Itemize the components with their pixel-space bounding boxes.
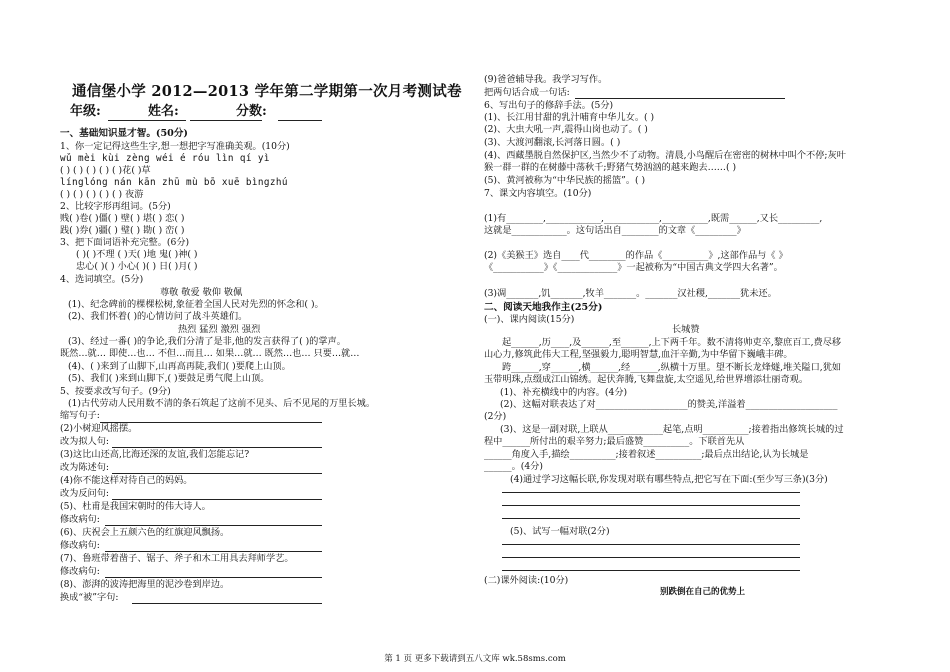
rhetoric-2: (2)、大虫大吼一声,震得山岗也动了。( ) bbox=[484, 124, 648, 135]
essay-title: 长城赞 bbox=[672, 324, 700, 335]
answer-line bbox=[502, 544, 800, 545]
fill-7-2: (2)《美猴王》选自____代________的作品《__________》,这部作品与《 》 bbox=[484, 250, 788, 261]
essay-line-1: 起______,历____,及______,至______,上下两千年。数不清将帅吏卒,黎庶百工,费尽移 bbox=[502, 337, 842, 348]
question-2: 2、比较字形再组词。(5分) bbox=[60, 201, 171, 212]
sentence-5-4: (4)你不能这样对待自己的妈妈。 bbox=[60, 475, 193, 486]
answer-line bbox=[112, 473, 322, 474]
answer-line bbox=[502, 557, 800, 558]
question-6: 6、写出句子的修辞手法。(5分) bbox=[484, 100, 614, 111]
sentence-5-5: (5)、杜甫是我国宋朝时的伟大诗人。 bbox=[60, 501, 211, 512]
sentence-5-2-task: 改为拟人句: bbox=[60, 436, 110, 447]
question-7: 7、课文内容填空。(10分) bbox=[484, 188, 592, 199]
answer-line bbox=[575, 98, 785, 99]
fill-7-1-cont: 这就是____________。这句话出自________的文章《_________》 bbox=[484, 225, 746, 236]
name-label: 姓名: bbox=[148, 104, 179, 119]
answer-line bbox=[112, 499, 322, 500]
sentence-4-4: (4)、( )来到了山脚下,山再高再陡,我们( )要爬上山顶。 bbox=[68, 361, 291, 372]
answer-line bbox=[112, 447, 322, 448]
sentence-5-6: (6)、庆祝会上五颜六色的红旗迎风飘扬。 bbox=[60, 527, 230, 538]
rhetoric-4-cont: 猴一群一群的在树藤中荡秋千;野猪气势汹汹的越来跑去……( ) bbox=[484, 162, 737, 173]
reading-q5: (5)、试写一幅对联(2分) bbox=[510, 526, 610, 537]
question-4: 4、选词填空。(5分) bbox=[60, 274, 144, 285]
sentence-4-3: (3)、经过一番( )的争论,我们分清了是非,他的发言获得了( )的掌声。 bbox=[68, 336, 346, 347]
word-choices-b: 热烈 猛烈 激烈 强烈 bbox=[178, 324, 261, 335]
rhetoric-1: (1)、长江用甘甜的乳汁哺育中华儿女。( ) bbox=[484, 112, 655, 123]
reading-q3: (3)、这是一副对联,上联从____________起笔,点明__________;接着指出修筑长城的过 bbox=[500, 424, 844, 435]
page-footer: 第 1 页 更多下载请到五八文库 wk.58sms.com bbox=[384, 654, 566, 664]
idiom-row-b: 忠心( )( ) 小心( )( ) 日( )月( ) bbox=[76, 261, 198, 272]
reading-q2-score: (2分) bbox=[484, 411, 507, 422]
answer-line bbox=[502, 570, 800, 571]
compare-row-b: 践( )券( )疆( ) 璧( ) 勘( ) 峦( ) bbox=[60, 225, 185, 236]
answer-line bbox=[105, 551, 322, 552]
sentence-5-4-task: 改为反问句: bbox=[60, 488, 110, 499]
answer-line bbox=[502, 492, 800, 493]
sentence-5-3-task: 改为陈述句: bbox=[60, 462, 110, 473]
answer-line bbox=[502, 505, 800, 506]
essay-line-3: 跨______,穿______,横______,经______,纵横十万里。望不断长龙烽燧,堆关隘口,犹如 bbox=[502, 362, 842, 373]
answer-line bbox=[105, 577, 322, 578]
sentence-5-7: (7)、鲁班带着凿子、锯子、斧子和木工用具去拜师学艺。 bbox=[60, 553, 294, 564]
reading-q3-b: 程中______所付出的艰辛努力;最后盛赞__________。下联首先从 bbox=[484, 436, 745, 447]
score-line bbox=[278, 120, 322, 121]
reading-q1: (1)、补充横线中的内容。(4分) bbox=[500, 387, 628, 398]
in-class-reading: (一)、课内阅读(15分) bbox=[484, 314, 575, 325]
bracket-row-2: ( ) ( ) ( ) ( ) ( ) 夜游 bbox=[60, 189, 144, 200]
word-choices-a: 尊敬 敬爱 敬仰 敬佩 bbox=[160, 287, 243, 298]
bracket-row-1: ( ) ( ) ( ) ( ) ( )花( )草 bbox=[60, 165, 151, 176]
rhetoric-3: (3)、大渡河翻滚,长河落日圆。( ) bbox=[484, 137, 621, 148]
reading-q3-d: ______。(4分) bbox=[484, 461, 543, 472]
grade-line bbox=[108, 120, 186, 121]
rhetoric-4: (4)、西藏墨脱自然保护区,当然少不了动物。清晨,小鸟醒后在密密的树林中叫个不停;灰叶 bbox=[484, 150, 846, 161]
grade-label: 年级: bbox=[70, 104, 101, 119]
question-5: 5、按要求改写句子。(9分) bbox=[60, 386, 171, 397]
reading-q2: (2)、这幅对联表达了对____________________的赞美,洋溢着____________________ bbox=[500, 399, 838, 410]
answer-line bbox=[502, 518, 800, 519]
fill-7-3: (3)凋_______,饥_______,牧羊_______。_______汉社稷,_______犹未还。 bbox=[484, 288, 777, 299]
answer-line bbox=[132, 603, 322, 604]
fill-7-2-cont: 《___________》《_____________》一起被称为“中国古典文学四大名著”。 bbox=[484, 262, 783, 273]
question-3: 3、把下面词语补充完整。(6分) bbox=[60, 237, 190, 248]
essay-line-4: 玉带明珠,点缀成江山锦绣。起伏奔腾,飞舞盘旋,太空遥见,给世界增添壮丽奇观。 bbox=[484, 374, 809, 385]
conjunction-choices: 既然…就… 即使…也… 不但…而且… 如果…就… 既然…也… 只要…就… bbox=[60, 348, 360, 359]
sentence-5-3: (3)这比山还高,比海还深的友谊,我们怎能忘记? bbox=[60, 449, 250, 460]
section-two-title: 二、阅读天地我作主(25分) bbox=[484, 302, 603, 313]
sentence-9: (9)爸爸辅导我。我学习写作。 bbox=[484, 74, 608, 85]
sentence-5-2: (2)小树迎风摇摆。 bbox=[60, 423, 138, 434]
sentence-5-1: (1)古代劳动人民用数不清的条石筑起了这前不见头、后不见尾的万里长城。 bbox=[68, 398, 376, 409]
essay-line-2: 山心力,修筑此伟大工程,坚强毅力,聪明智慧,血汗辛勤,为中华留下巍峨丰碑。 bbox=[484, 349, 793, 360]
name-line bbox=[190, 120, 262, 121]
question-1: 1、你一定记得这些生字,想一想把字写准确美观。(10分) bbox=[60, 141, 290, 152]
rhetoric-5: (5)、黄河被称为“中华民族的摇篮”。( ) bbox=[484, 175, 646, 186]
reading-q4: (4)通过学习这幅长联,你发现对联有哪些特点,把它写在下面:(至少写三条)(3分) bbox=[510, 474, 828, 485]
sentence-9-task: 把两句话合成一句话: bbox=[484, 87, 570, 98]
sentence-4-2: (2)、我们怀着( )的心情访问了战斗英雄们。 bbox=[68, 311, 248, 322]
page-title: 通信堡小学 2012—2013 学年第二学期第一次月考测试卷 bbox=[72, 83, 462, 100]
idiom-row-a: ( )( )不理 ( )天( )地 鬼( )神( ) bbox=[76, 249, 198, 260]
sentence-4-5: (5)、我们( )来到山脚下,( )要鼓足勇气爬上山顶。 bbox=[68, 373, 270, 384]
sentence-5-5-task: 修改病句: bbox=[60, 514, 100, 525]
sentence-5-6-task: 修改病句: bbox=[60, 540, 100, 551]
pinyin-row-2: línglóng nán kān zhū mù bō xuē bìngzhú bbox=[60, 177, 288, 188]
fill-7-1: (1)有________,____________,____________,__________,既需______,又长_________, bbox=[484, 213, 823, 224]
extra-reading-title: 别跌倒在自己的优势上 bbox=[660, 587, 746, 597]
compare-row-a: 贱( )卷( )僵( ) 壁( ) 堪( ) 恋( ) bbox=[60, 213, 185, 224]
sentence-5-8-task: 换成“被”字句: bbox=[60, 592, 119, 603]
extra-reading: (二)课外阅读:(10分) bbox=[484, 575, 569, 586]
answer-line bbox=[105, 525, 322, 526]
score-label: 分数: bbox=[236, 104, 267, 119]
pinyin-row-1: wǔ mèi kùi zèng wéi é róu lìn qí yì bbox=[60, 153, 270, 164]
sentence-5-1-task: 缩写句子: bbox=[60, 410, 100, 421]
sentence-4-1: (1)、纪念碑前的棵棵松树,象征着全国人民对先烈的怀念和( )。 bbox=[68, 299, 324, 310]
sentence-5-7-task: 修改病句: bbox=[60, 566, 100, 577]
sentence-5-8: (8)、澎湃的波涛把海里的泥沙卷到岸边。 bbox=[60, 579, 230, 590]
reading-q3-c: ______角度入手,描绘__________;接着叙述__________;最后点出结论,认为长城是 bbox=[484, 449, 809, 460]
section-one-title: 一、基础知识显才智。(50分) bbox=[60, 128, 188, 139]
